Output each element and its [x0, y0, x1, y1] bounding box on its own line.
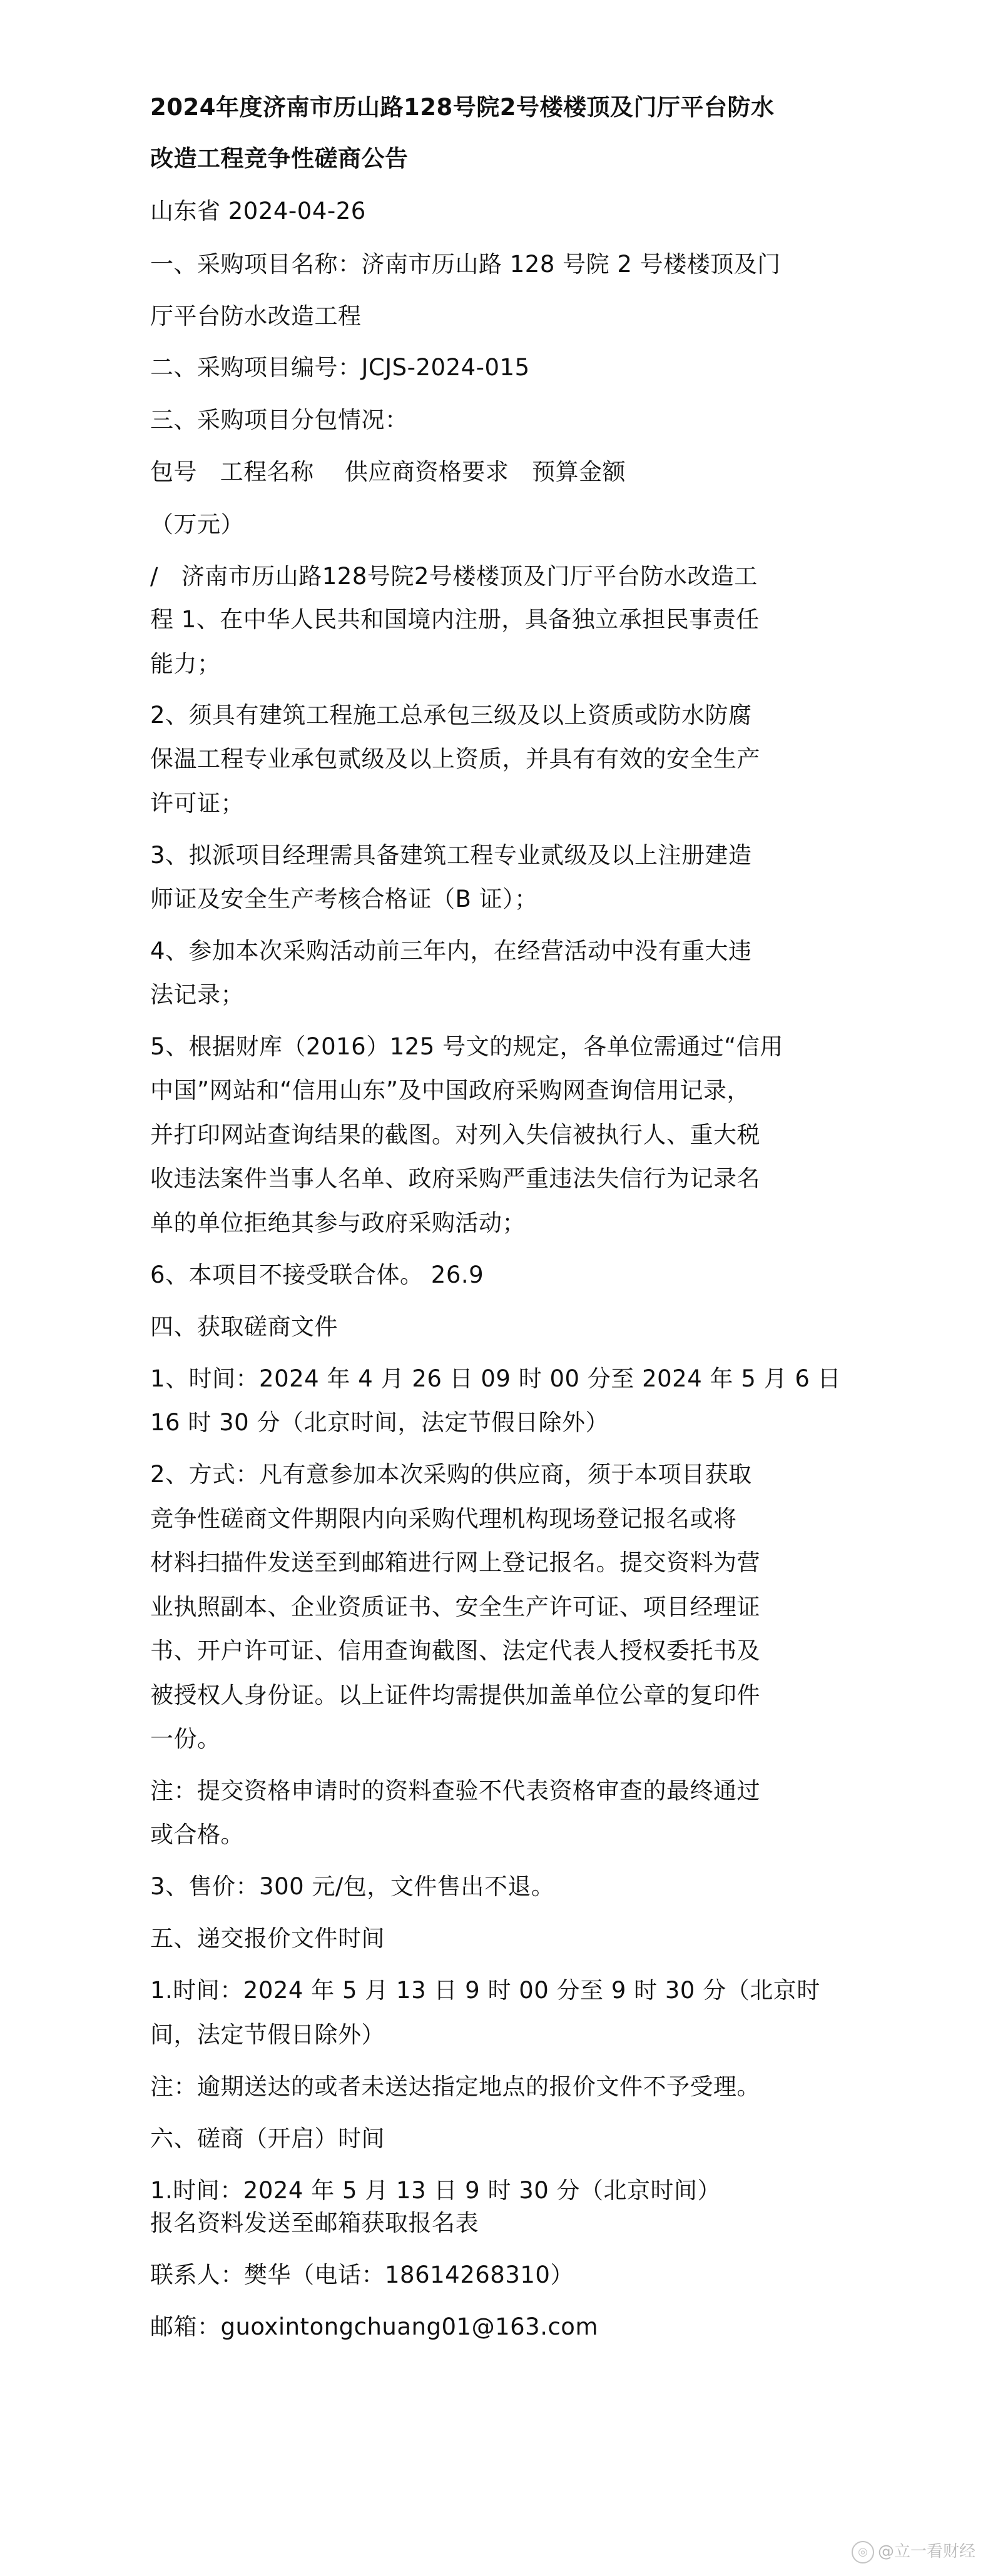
requirement-5: 5、根据财库（2016）125 号文的规定，各单位需通过“信用 — [150, 1033, 783, 1060]
notice-title-cont: 改造工程竞争性磋商公告 — [150, 145, 409, 172]
watermark — [852, 2539, 975, 2564]
project-name: 一、采购项目名称：济南市历山路 128 号院 2 号楼楼顶及门 — [150, 251, 781, 278]
section-4-method-cont: 一份。 — [150, 1725, 221, 1752]
section-4-time: 1、时间：2024 年 4 月 26 日 09 时 00 分至 2024 年 5 月 6 日 — [150, 1365, 842, 1392]
requirement-2: 2、须具有建筑工程施工总承包三级及以上资质或防水防腐 — [150, 702, 752, 729]
section-4-method-cont: 书、开户许可证、信用查询截图、法定代表人授权委托书及 — [150, 1637, 760, 1664]
contact-line: 联系人：樊华（电话：18614268310） — [150, 2261, 574, 2288]
package-table-header: 包号 工程名称 供应商资格要求 预算金额 — [150, 458, 626, 485]
signup-instruction: 报名资料发送至邮箱获取报名表 — [150, 2210, 479, 2236]
requirement-3-cont: 师证及安全生产考核合格证（B 证）； — [150, 886, 538, 912]
requirement-5-cont: 单的单位拒绝其参与政府采购活动； — [150, 1210, 526, 1236]
section-4-heading: 四、获取磋商文件 — [150, 1313, 338, 1340]
requirement-2-cont: 许可证； — [150, 790, 244, 817]
requirement-5-cont: 并打印网站查询结果的截图。对列入失信被执行人、重大税 — [150, 1121, 760, 1148]
section-4-note-cont: 或合格。 — [150, 1821, 244, 1848]
section-4-method-cont: 业执照副本、企业资质证书、安全生产许可证、项目经理证 — [150, 1594, 760, 1620]
requirement-4-cont: 法记录； — [150, 981, 244, 1008]
section-4-method-cont: 材料扫描件发送至到邮箱进行网上登记报名。提交资料为营 — [150, 1549, 760, 1576]
requirement-3: 3、拟派项目经理需具备建筑工程专业贰级及以上注册建造 — [150, 842, 752, 869]
requirement-6: 6、本项目不接受联合体。 26.9 — [150, 1261, 484, 1288]
watermark-logo-icon: ◎ — [852, 2541, 874, 2563]
section-5-note: 注：逾期送达的或者未送达指定地点的报价文件不予受理。 — [150, 2073, 760, 2100]
project-name-cont: 厅平台防水改造工程 — [150, 303, 362, 330]
section-4-time-cont: 16 时 30 分（北京时间，法定节假日除外） — [150, 1409, 609, 1436]
section-4-note: 注：提交资格申请时的资料查验不代表资格审查的最终通过 — [150, 1777, 760, 1804]
region-date: 山东省 2024-04-26 — [150, 198, 366, 225]
requirement-4: 4、参加本次采购活动前三年内，在经营活动中没有重大违 — [150, 937, 752, 964]
package-row-cont: 能力； — [150, 650, 221, 677]
package-row: / 济南市历山路128号院2号楼楼顶及门厅平台防水改造工 — [150, 563, 758, 590]
section-4-method-cont: 被授权人身份证。以上证件均需提供加盖单位公章的复印件 — [150, 1682, 760, 1709]
requirement-5-cont: 中国”网站和“信用山东”及中国政府采购网查询信用记录， — [150, 1077, 751, 1104]
section-4-method: 2、方式：凡有意参加本次采购的供应商，须于本项目获取 — [150, 1461, 752, 1488]
email-line[interactable]: 邮箱：guoxintongchuang01@163.com — [150, 2313, 598, 2340]
section-4-price: 3、售价：300 元/包，文件售出不退。 — [150, 1873, 555, 1900]
notice-title: 2024年度济南市历山路128号院2号楼楼顶及门厅平台防水 — [150, 94, 775, 121]
section-5-time-cont: 间，法定节假日除外） — [150, 2021, 385, 2048]
section-5-time: 1.时间：2024 年 5 月 13 日 9 时 00 分至 9 时 30 分（北京时 — [150, 1977, 820, 2004]
section-6-heading: 六、磋商（开启）时间 — [150, 2125, 385, 2152]
package-heading: 三、采购项目分包情况： — [150, 407, 409, 433]
package-row-cont: 程 1、在中华人民共和国境内注册，具备独立承担民事责任 — [150, 606, 760, 633]
requirement-2-cont: 保温工程专业承包贰级及以上资质，并具有有效的安全生产 — [150, 745, 760, 772]
requirement-5-cont: 收违法案件当事人名单、政府采购严重违法失信行为记录名 — [150, 1165, 760, 1192]
project-code: 二、采购项目编号：JCJS-2024-015 — [150, 354, 530, 381]
section-4-method-cont: 竞争性磋商文件期限内向采购代理机构现场登记报名或将 — [150, 1505, 737, 1532]
section-5-heading: 五、递交报价文件时间 — [150, 1925, 385, 1952]
watermark-text: @立一看财经 — [877, 2542, 975, 2561]
package-table-unit: （万元） — [150, 511, 244, 538]
section-6-time: 1.时间：2024 年 5 月 13 日 9 时 30 分（北京时间） — [150, 2177, 721, 2204]
